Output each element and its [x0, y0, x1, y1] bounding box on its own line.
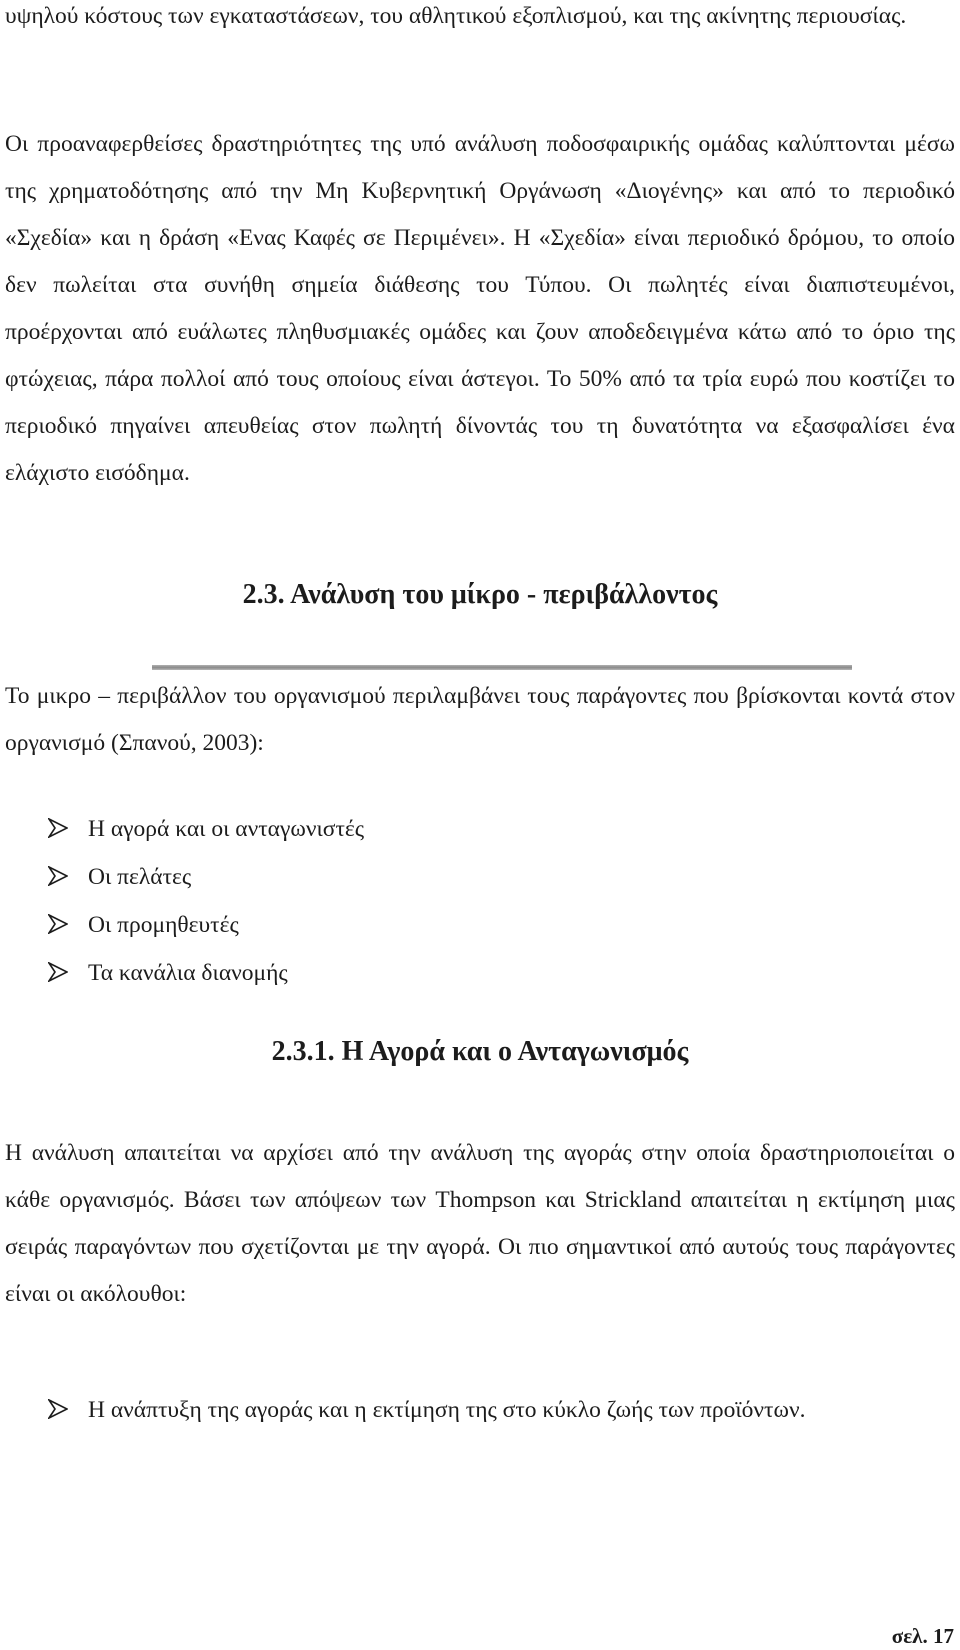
list-item — [0, 805, 870, 853]
arrowhead-bullet-icon — [48, 1399, 68, 1419]
arrowhead-bullet-icon — [48, 866, 68, 886]
list-item — [0, 853, 870, 901]
micro-factors-list — [0, 805, 870, 997]
page-number: σελ. 17 — [891, 1624, 954, 1648]
paragraph-funding: Οι προαναφερθείσες δραστηριότητες της υπό ανάλυση ποδοσφαιρικής ομάδας καλύπτονται μέσω της χρηματοδότησης από την Μη Κυβερνητική Οργάνωση «Διογένης» και από το περιοδικό «Σχεδία» και η δράση «Ενας Καφές σε Περιμένει». Η «Σχεδία» είναι περιοδικό δρόμου, το οποίο δεν πωλείται στα συνήθη σημεία διάθεσης του Τύπου. Οι πωλητές είναι διαπιστευμένοι, προέρχονται από ευάλωτες πληθυσμιακές ομάδες και ζουν αποδεδειγμένα κάτω από το όριο της φτώχειας, πάρα πολλοί από τους οποίους είναι άστεγοι. Το 50% από τα τρία ευρώ που κοστίζει το περιοδικό πηγαίνει απευθείας στον πωλητή δίνοντάς του τη δυνατότητα να εξασφαλίσει ένα ελάχιστο εισόδημα. — [5, 131, 955, 486]
list-item-text: Η ανάπτυξη της αγοράς και η εκτίμηση της στο κύκλο ζωής των προϊόντων. — [88, 1397, 806, 1423]
paragraph-market-analysis: Η ανάλυση απαιτείται να αρχίσει από την ανάλυση της αγοράς στην οποία δραστηριοποιείται ο κάθε οργανισμός. Βάσει των απόψεων των Thompson και Strickland απαιτείται η εκτίμηση μιας σειράς παραγόντων που σχετίζονται με την αγορά. Οι πιο σημαντικοί από αυτούς τους παράγοντες είναι οι ακόλουθοι: — [5, 1140, 955, 1307]
section-heading: 2.3. Ανάλυση του μίκρο - περιβάλλοντος — [242, 579, 718, 610]
list-item — [0, 901, 870, 949]
paragraph-micro-environment: Το μικρο – περιβάλλον του οργανισμού περιλαμβάνει τους παράγοντες που βρίσκονται κοντά στον οργανισμό (Σπανού, 2003): — [5, 683, 955, 756]
list-item-text: Οι προμηθευτές — [88, 912, 239, 938]
list-item — [0, 1386, 958, 1434]
list-item-text: Οι πελάτες — [88, 864, 192, 890]
list-item-text: Τα κανάλια διανομής — [88, 960, 288, 986]
arrowhead-bullet-icon — [48, 962, 68, 982]
list-item-text: Η αγορά και οι ανταγωνιστές — [88, 816, 365, 842]
arrowhead-bullet-icon — [48, 914, 68, 934]
paragraph-costs: υψηλού κόστους των εγκαταστάσεων, του αθλητικού εξοπλισμού, και της ακίνητης περιουσίας. — [5, 3, 907, 29]
heading-divider — [152, 665, 852, 670]
arrowhead-bullet-icon — [48, 818, 68, 838]
list-item — [0, 949, 870, 997]
subsection-heading: 2.3.1. Η Αγορά και ο Ανταγωνισμός — [271, 1036, 689, 1067]
